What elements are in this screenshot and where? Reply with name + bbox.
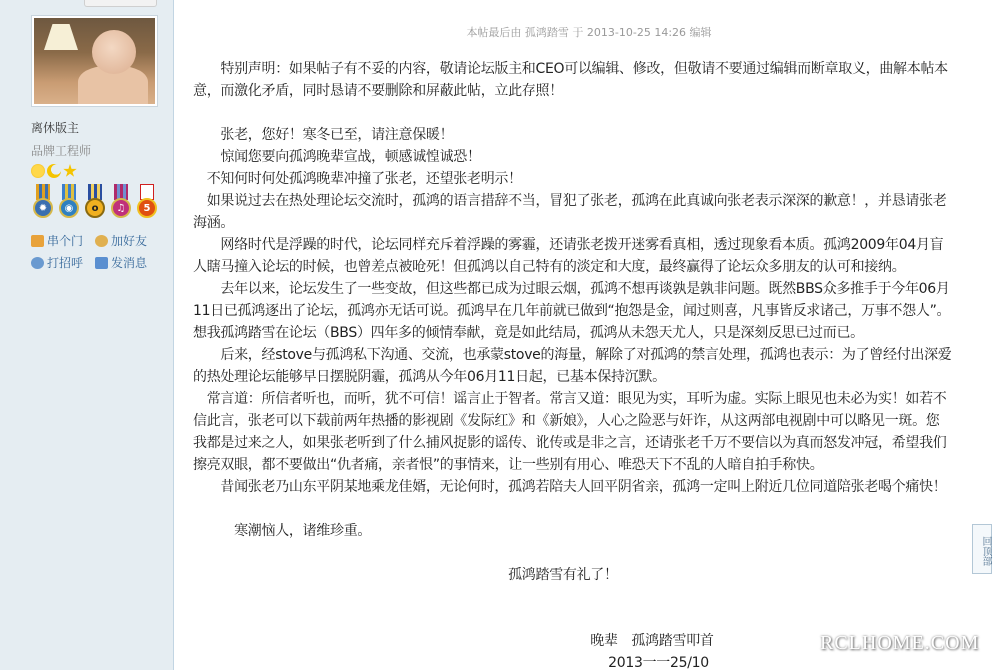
post-content <box>193 58 953 670</box>
user-title: 品牌工程师 <box>31 144 92 158</box>
avatar[interactable] <box>31 15 158 107</box>
post-paragraph: 网络时代是浮躁的时代，论坛同样充斥着浮躁的雾霾，还请张老拨开迷雾看真相，透过现象看本质。孤鸿2009年04月盲人瞎马撞入论坛的时候，也曾差点被呛死！但孤鸿以自己特有的淡定和大度，最终赢得了论坛众多朋友的认可和接纳。 <box>193 237 944 275</box>
back-to-top-button[interactable]: 回顶部 <box>972 524 992 574</box>
greet-label: 打招呼 <box>47 256 84 270</box>
post-paragraph <box>193 498 953 520</box>
star-icon <box>63 164 77 178</box>
post-paragraph <box>193 102 953 124</box>
post-paragraph: 后来，经stove与孤鸿私下沟通、交流，也承蒙stove的海量，解除了对孤鸿的禁言处理，孤鸿也表示：为了曾经付出深爱的热处理论坛能够早日摆脱阴霾，孤鸿从今年06月11日起，已基本保持沉默。 <box>193 347 952 385</box>
level-icons <box>31 164 77 178</box>
previous-avatar-edge <box>84 0 157 7</box>
envelope-icon <box>95 257 108 269</box>
post-paragraph: 晚辈 孤鸿踏雪叩首 <box>193 633 714 649</box>
message-button[interactable] <box>95 254 147 271</box>
page-edge <box>993 0 1004 670</box>
site-watermark: RCLHOME.COM <box>820 632 980 654</box>
edit-notice: 本帖最后由 孤鸿踏雪 于 2013-10-25 14:26 编辑 <box>466 26 712 39</box>
ring-medal-icon[interactable]: o <box>83 184 107 220</box>
greet-button[interactable] <box>31 254 83 271</box>
handshake-icon <box>95 235 108 247</box>
post-paragraph: 张老，您好！寒冬已至，请注意保暖！ <box>193 127 454 143</box>
post-paragraph <box>193 586 953 608</box>
post-paragraph: 去年以来，论坛发生了一些变故，但这些都已成为过眼云烟，孤鸿不想再谈孰是孰非问题。既然BBS众多推手于今年06月11日已孤鸿逐出了论坛，孤鸿亦无话可说。孤鸿早在几年前就已做到“抱怨是金，闻过则喜，凡事皆反求诸己，万事不怨人”。想我孤鸿踏雪在论坛（BBS）四年多的倾情奉献，竟是如此结局，孤鸿从未怨天尤人，只是深刻反思已过而已。 <box>193 281 951 341</box>
greet-icon <box>31 257 44 269</box>
avatar-photo <box>34 18 155 104</box>
music-medal-icon[interactable]: ♫ <box>109 184 133 220</box>
gear-medal-icon[interactable]: ✹ <box>31 184 55 220</box>
author-sidebar <box>0 0 174 670</box>
post-paragraph <box>193 608 953 630</box>
visit-button[interactable] <box>31 232 83 249</box>
add-friend-label: 加好友 <box>111 234 148 248</box>
username[interactable]: 离休版主 <box>31 121 80 135</box>
post-paragraph: 寒潮恼人，诸维珍重。 <box>193 523 372 539</box>
post-paragraph: 2013一一25/10 <box>193 655 709 670</box>
home-icon <box>31 235 44 247</box>
moon-icon <box>47 164 61 178</box>
sun-icon <box>31 164 45 178</box>
post-paragraph: 常言道：所信者听也，而听，犹不可信！谣言止于智者。常言又道：眼见为实，耳听为虚。实际上眼见也未必为实！如若不信此言，张老可以下载前两年热播的影视剧《发际红》和《新娘》，人心之险恶与奸诈，从这两部电视剧中可以略见一斑。您我都是过来之人，如果张老听到了什么捕风捉影的谣传、讹传或是非之言，还请张老千万不要信以为真而怒发冲冠，希望我们擦亮双眼，都不要做出“仇者痛，亲者恨”的事情来，让一些别有用心、唯恐天下不乱的人暗自拍手称快。 <box>193 391 947 473</box>
medal-list <box>31 184 159 220</box>
five-medal-icon[interactable]: 5 <box>135 184 159 220</box>
post-paragraph: 不知何时何处孤鸿晚辈冲撞了张老，还望张老明示！ <box>193 171 522 187</box>
post-paragraph: 孤鸿踏雪有礼了！ <box>193 567 618 583</box>
post-paragraph: 惊闻您要向孤鸿晚辈宣战，顿感诚惶诚恐！ <box>193 149 481 165</box>
globe-medal-icon[interactable]: ◉ <box>57 184 81 220</box>
post-paragraph: 如果说过去在热处理论坛交流时，孤鸿的语言措辞不当，冒犯了张老，孤鸿在此真诚向张老表示深深的歉意！，并恳请张老海涵。 <box>193 193 947 231</box>
post-paragraph: 昔闻张老乃山东平阴某地乘龙佳婿，无论何时，孤鸿若陪夫人回平阴省亲，孤鸿一定叫上附近几位同道陪张老喝个痛快！ <box>193 479 947 495</box>
message-label: 发消息 <box>111 256 148 270</box>
post-paragraph <box>193 542 953 564</box>
post-paragraph: 特别声明：如果帖子有不妥的内容，敬请论坛版主和CEO可以编辑、修改，但敬请不要通过编辑而断章取义，曲解本帖本意，而激化矛盾，同时恳请不要删除和屏蔽此帖，立此存照！ <box>193 61 948 99</box>
visit-label: 串个门 <box>47 234 84 248</box>
add-friend-button[interactable] <box>95 232 147 249</box>
